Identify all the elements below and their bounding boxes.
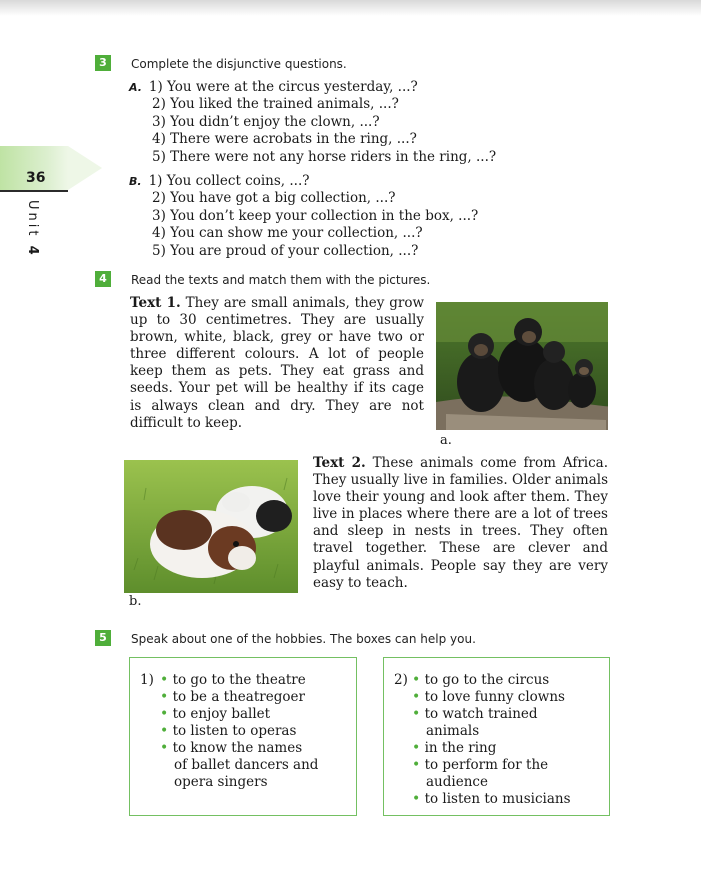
box-2-item: • to watch trained	[412, 706, 538, 722]
box-1-item: • to be a theatregoer	[160, 689, 305, 705]
box-1-item-continued: opera singers	[174, 774, 268, 790]
page-rule	[0, 190, 68, 192]
picture-b-guinea-pigs	[124, 460, 298, 593]
exercise-5-badge: 5	[95, 630, 111, 646]
text-2-body: These animals come from Africa. They usually live in families. Older animals love their young and look after them. They live in places where there are a lot of trees and sleep in nests in trees. They often travel together. These are clever and playful animals. People say they are very easy to teach.	[313, 455, 608, 591]
box-2-number: 2)	[394, 672, 408, 688]
unit-label	[25, 200, 40, 258]
exercise-3-badge: 3	[95, 55, 111, 71]
text-2-title: Text 2.	[313, 455, 366, 471]
text-2	[313, 455, 608, 592]
exercise-4-badge: 4	[95, 271, 111, 287]
ex3-a-item-2: 2) You liked the trained animals, ...?	[152, 96, 399, 112]
text-1-body: They are small animals, they grow up to 30 centimetres. They are usually brown, white, black, grey or have two or three different colours. A lot of people keep them as pets. They eat grass and seeds. Your pet will be healthy if its cage is always clean and dry. They are not difficult to keep.	[130, 295, 425, 431]
box-1-number: 1)	[140, 672, 154, 688]
ex3-a-label: A.	[129, 81, 142, 94]
box-2-item: • to perform for the	[412, 757, 549, 773]
text-1-title: Text 1.	[130, 295, 181, 311]
box-2-item: • in the ring	[412, 740, 497, 756]
picture-a-chimpanzees	[436, 302, 608, 430]
unit-number: 4	[25, 245, 40, 258]
box-1-item-continued: of ballet dancers and	[174, 757, 319, 773]
picture-a-caption: a.	[440, 433, 452, 448]
picture-b-caption: b.	[129, 594, 142, 609]
ex3-a-item-1: A. 1) You were at the circus yesterday, ...?	[129, 79, 418, 95]
ex3-a-item-4: 4) There were acrobats in the ring, ...?	[152, 131, 417, 147]
box-2-item-continued: audience	[426, 774, 488, 790]
ex3-b-item-1: B. 1) You collect coins, ...?	[129, 173, 310, 189]
ex3-b-item-4: 4) You can show me your collection, ...?	[152, 225, 423, 241]
box-1-item: • to know the names	[160, 740, 303, 756]
hobby-box-1	[129, 657, 357, 816]
exercise-5-instruction: Speak about one of the hobbies. The boxes can help you.	[131, 632, 476, 646]
ex3-b-item-3: 3) You don’t keep your collection in the box, ...?	[152, 208, 479, 224]
unit-word: Unit	[25, 200, 40, 239]
page-top-shadow	[0, 0, 701, 16]
ex3-b-item-2: 2) You have got a big collection, ...?	[152, 190, 396, 206]
box-2-item: • to listen to musicians	[412, 791, 571, 807]
box-2-item: • to love funny clowns	[412, 689, 565, 705]
ex3-a-item-3: 3) You didn’t enjoy the clown, ...?	[152, 114, 380, 130]
ex3-b-item-5: 5) You are proud of your collection, ...?	[152, 243, 419, 259]
box-1-item: • to enjoy ballet	[160, 706, 271, 722]
box-1-item: • to listen to operas	[160, 723, 297, 739]
box-2-item: • to go to the circus	[412, 672, 550, 688]
hobby-box-2	[383, 657, 610, 816]
box-1-item: • to go to the theatre	[160, 672, 306, 688]
ex3-a-item-5: 5) There were not any horse riders in the ring, ...?	[152, 149, 497, 165]
ex3-b-label: B.	[129, 175, 142, 188]
page-number: 36	[26, 170, 46, 186]
box-2-item-continued: animals	[426, 723, 480, 739]
text-1	[130, 295, 424, 432]
exercise-4-instruction: Read the texts and match them with the pictures.	[131, 273, 431, 287]
exercise-3-instruction: Complete the disjunctive questions.	[131, 57, 347, 71]
